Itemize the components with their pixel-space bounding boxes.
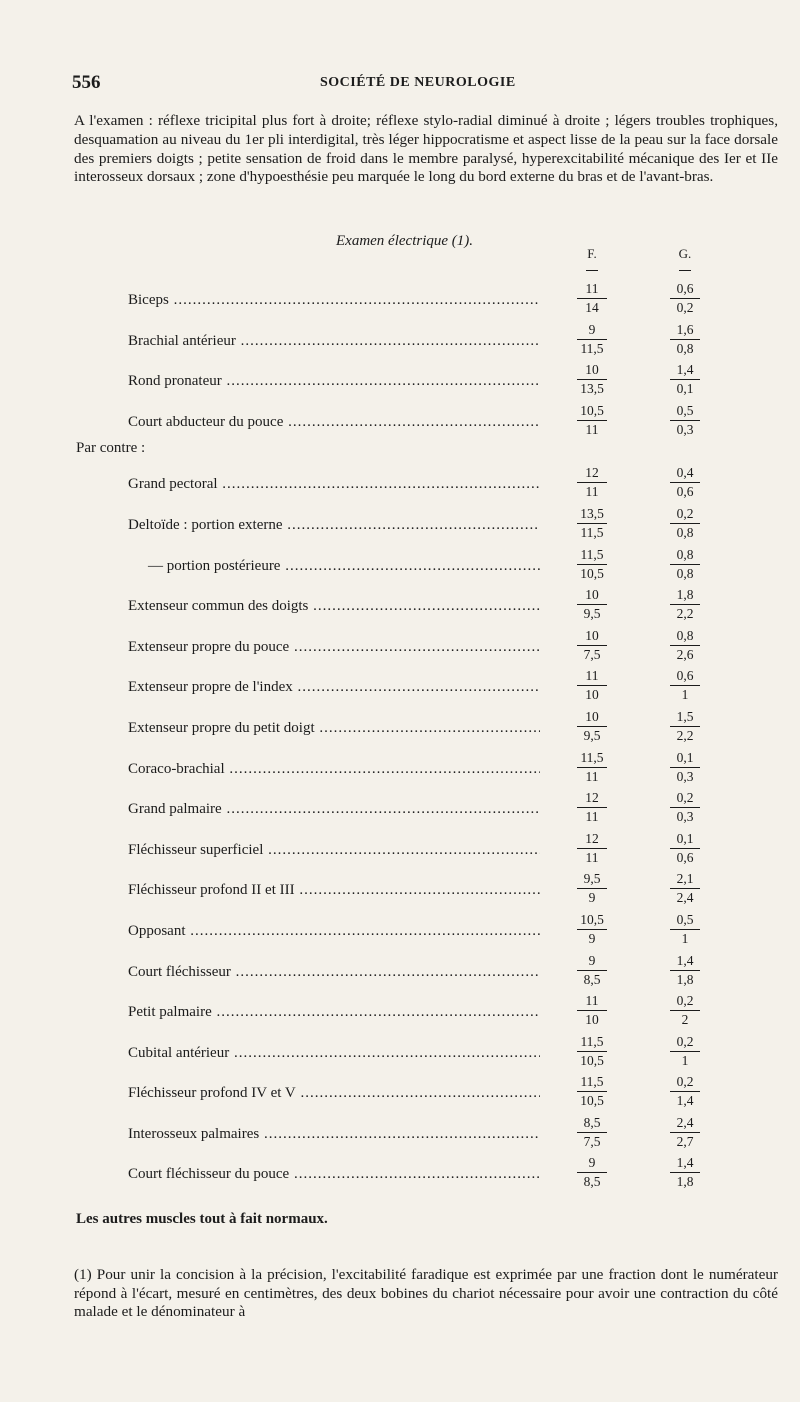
fraction-f — [567, 992, 617, 1029]
fraction-f-denominator: 11 — [577, 420, 607, 439]
muscle-label: Extenseur propre de l'index ..... — [128, 679, 540, 696]
muscle-label: Coraco-brachial ..... — [128, 761, 540, 778]
muscle-label: Court fléchisseur ..... — [128, 964, 540, 981]
muscle-row — [0, 359, 800, 400]
fraction-g — [660, 586, 710, 623]
fraction-f — [567, 1033, 617, 1070]
fraction-f-denominator: 10,5 — [577, 564, 607, 583]
fraction-g-denominator: 0,3 — [670, 807, 700, 826]
muscle-label: Fléchisseur superficiel ..... — [128, 842, 540, 859]
fraction-f-denominator: 11,5 — [577, 339, 607, 358]
fraction-f — [567, 1114, 617, 1151]
muscle-row — [0, 1152, 800, 1193]
fraction-g — [660, 505, 710, 542]
muscle-row — [0, 909, 800, 950]
fraction-g — [660, 464, 710, 501]
muscle-row — [0, 319, 800, 360]
fraction-f-numerator: 11,5 — [580, 1033, 604, 1049]
muscle-label: Deltoïde : portion externe ..... — [128, 517, 540, 534]
fraction-g-numerator: 1,4 — [676, 952, 694, 968]
fraction-f — [567, 830, 617, 867]
fraction-g — [660, 1114, 710, 1151]
fraction-f-numerator: 11 — [585, 993, 599, 1009]
fraction-f-numerator: 10 — [585, 587, 599, 603]
muscle-label: Biceps ..... — [128, 292, 540, 309]
muscle-row — [0, 400, 800, 441]
muscle-row — [0, 747, 800, 788]
fraction-f-numerator: 11,5 — [580, 546, 604, 562]
fraction-g-denominator: 0,8 — [670, 523, 700, 542]
fraction-f — [567, 546, 617, 583]
muscle-row — [0, 278, 800, 319]
par-contre-row — [0, 440, 800, 462]
muscle-label: Extenseur commun des doigts ..... — [128, 598, 540, 615]
muscle-label: Court abducteur du pouce ..... — [128, 414, 540, 431]
fraction-f-denominator: 11 — [577, 482, 607, 501]
fraction-g-numerator: 0,6 — [676, 281, 694, 296]
fraction-f-numerator: 9,5 — [583, 871, 601, 887]
fraction-f — [567, 402, 617, 439]
fraction-g-denominator: 1 — [670, 685, 700, 704]
muscle-row — [0, 868, 800, 909]
fraction-g — [660, 546, 710, 583]
fraction-f — [567, 361, 617, 398]
fraction-g — [660, 708, 710, 745]
muscle-label: Fléchisseur profond IV et V ..... — [128, 1085, 540, 1102]
fraction-g — [660, 830, 710, 867]
fraction-f-denominator: 11 — [577, 807, 607, 826]
fraction-f-numerator: 11 — [585, 668, 599, 684]
fraction-f-numerator: 9 — [588, 952, 596, 968]
fraction-f-denominator: 14 — [577, 298, 607, 317]
fraction-g-denominator: 2,4 — [670, 888, 700, 907]
fraction-f-denominator: 11,5 — [577, 523, 607, 542]
fraction-f-denominator: 13,5 — [577, 379, 607, 398]
fraction-g — [660, 321, 710, 358]
fraction-f-denominator: 10,5 — [577, 1091, 607, 1110]
fraction-f — [567, 464, 617, 501]
fraction-g-numerator: 1,6 — [676, 321, 694, 337]
fraction-f-numerator: 10 — [585, 627, 599, 643]
muscle-label: Opposant ..... — [128, 923, 540, 940]
muscle-row — [0, 706, 800, 747]
fraction-f-denominator: 9,5 — [577, 726, 607, 745]
fraction-f — [567, 280, 617, 317]
fraction-f-denominator: 9,5 — [577, 604, 607, 623]
fraction-f — [567, 749, 617, 786]
fraction-f-numerator: 9 — [588, 321, 596, 337]
fraction-g-denominator: 0,2 — [670, 298, 700, 317]
fraction-f — [567, 1154, 617, 1191]
fraction-f-numerator: 12 — [585, 465, 599, 481]
fraction-f-denominator: 11 — [577, 848, 607, 867]
fraction-f-numerator: 12 — [585, 830, 599, 846]
muscle-row — [0, 584, 800, 625]
fraction-f — [567, 586, 617, 623]
fraction-f-denominator: 10,5 — [577, 1051, 607, 1070]
fraction-g — [660, 1033, 710, 1070]
muscle-row — [0, 828, 800, 869]
exam-title: Examen électrique (1). — [336, 233, 474, 249]
fraction-f-denominator: 10 — [577, 685, 607, 704]
muscle-label: Brachial antérieur ..... — [128, 333, 540, 350]
muscle-label: Grand pectoral ..... — [128, 476, 540, 493]
fraction-g — [660, 992, 710, 1029]
fraction-f-denominator: 7,5 — [577, 1132, 607, 1151]
muscle-label: Interosseux palmaires ..... — [128, 1126, 540, 1143]
fraction-g-numerator: 0,8 — [676, 546, 694, 562]
fraction-g — [660, 952, 710, 989]
fraction-g-numerator: 0,2 — [676, 1074, 694, 1090]
fraction-f-denominator: 9 — [577, 929, 607, 948]
fraction-f-denominator: 10 — [577, 1010, 607, 1029]
muscle-row — [0, 950, 800, 991]
fraction-g-numerator: 0,2 — [676, 1033, 694, 1049]
fraction-f-numerator: 12 — [585, 790, 599, 806]
fraction-g-numerator: 0,6 — [676, 668, 694, 684]
muscle-row — [0, 462, 800, 503]
fraction-f — [567, 911, 617, 948]
fraction-f-numerator: 11 — [585, 281, 599, 296]
fraction-f — [567, 505, 617, 542]
muscle-row — [0, 990, 800, 1031]
par-contre-label: Par contre : — [76, 440, 146, 457]
fraction-g-denominator: 1,8 — [670, 1172, 700, 1191]
fraction-g — [660, 749, 710, 786]
muscle-label: Fléchisseur profond II et III ..... — [128, 882, 540, 899]
fraction-f-denominator: 8,5 — [577, 1172, 607, 1191]
muscle-row — [0, 1031, 800, 1072]
fraction-g-numerator: 1,5 — [676, 708, 694, 724]
fraction-g-numerator: 1,8 — [676, 587, 694, 603]
fraction-f — [567, 952, 617, 989]
fraction-g — [660, 402, 710, 439]
fraction-f-numerator: 9 — [588, 1155, 596, 1171]
fraction-f-denominator: 9 — [577, 888, 607, 907]
column-header-g: G. — [660, 246, 710, 271]
fraction-g-denominator: 0,8 — [670, 564, 700, 583]
fraction-g-numerator: 2,1 — [676, 871, 694, 887]
fraction-f-numerator: 11,5 — [580, 1074, 604, 1090]
fraction-g-denominator: 1,4 — [670, 1091, 700, 1110]
fraction-f — [567, 321, 617, 358]
fraction-g-numerator: 0,1 — [676, 830, 694, 846]
muscle-row — [0, 665, 800, 706]
fraction-g-denominator: 2,6 — [670, 645, 700, 664]
fraction-g — [660, 870, 710, 907]
fraction-g-denominator: 0,3 — [670, 767, 700, 786]
fraction-g-denominator: 1,8 — [670, 970, 700, 989]
muscle-label: Court fléchisseur du pouce ..... — [128, 1166, 540, 1183]
fraction-f — [567, 667, 617, 704]
fraction-g-numerator: 0,4 — [676, 465, 694, 481]
fraction-g-numerator: 0,2 — [676, 505, 694, 521]
fraction-f — [567, 708, 617, 745]
muscle-row — [0, 1112, 800, 1153]
muscle-row — [0, 1071, 800, 1112]
fraction-g — [660, 1073, 710, 1110]
fraction-g-numerator: 1,4 — [676, 362, 694, 378]
fraction-g-denominator: 0,6 — [670, 482, 700, 501]
fraction-g-denominator: 2 — [670, 1010, 700, 1029]
fraction-g — [660, 280, 710, 317]
muscle-label: Cubital antérieur ..... — [128, 1045, 540, 1062]
fraction-g-denominator: 0,1 — [670, 379, 700, 398]
fraction-f-denominator: 7,5 — [577, 645, 607, 664]
muscle-label: Extenseur propre du petit doigt ..... — [128, 720, 540, 737]
fraction-g-denominator: 0,6 — [670, 848, 700, 867]
muscle-label: Grand palmaire ..... — [128, 801, 540, 818]
fraction-g — [660, 627, 710, 664]
fraction-f-denominator: 8,5 — [577, 970, 607, 989]
fraction-g-numerator: 1,4 — [676, 1155, 694, 1171]
excitability-table — [0, 278, 800, 1193]
fraction-g — [660, 667, 710, 704]
fraction-f — [567, 870, 617, 907]
fraction-g — [660, 1154, 710, 1191]
muscle-label: Rond pronateur ..... — [128, 373, 540, 390]
muscle-label: — portion postérieure ..... — [128, 558, 540, 575]
muscle-row — [0, 503, 800, 544]
fraction-f-numerator: 10,5 — [580, 402, 604, 418]
fraction-g-denominator: 2,2 — [670, 726, 700, 745]
fraction-g — [660, 789, 710, 826]
fraction-f-numerator: 10 — [585, 708, 599, 724]
fraction-g-denominator: 0,3 — [670, 420, 700, 439]
fraction-g — [660, 911, 710, 948]
column-header-f: F. — [567, 246, 617, 271]
fraction-f-numerator: 10,5 — [580, 911, 604, 927]
fraction-g-numerator: 0,8 — [676, 627, 694, 643]
muscle-label: Extenseur propre du pouce ..... — [128, 639, 540, 656]
fraction-g-numerator: 0,5 — [676, 911, 694, 927]
running-title: SOCIÉTÉ DE NEUROLOGIE — [320, 75, 516, 90]
fraction-g-numerator: 0,2 — [676, 790, 694, 806]
fraction-g-denominator: 1 — [670, 929, 700, 948]
page-number: 556 — [72, 72, 101, 93]
fraction-g-denominator: 2,7 — [670, 1132, 700, 1151]
fraction-g — [660, 361, 710, 398]
closing-line: Les autres muscles tout à fait normaux. — [76, 1211, 328, 1227]
fraction-g-numerator: 0,5 — [676, 402, 694, 418]
fraction-g-numerator: 2,4 — [676, 1114, 694, 1130]
muscle-row — [0, 625, 800, 666]
footnote: (1) Pour unir la concision à la précision, l'excitabilité faradique est exprimée par une fraction dont le numérateur répond à l'écart, mesuré en centimètres, des deux bobines du chariot nécessaire pour avoir une contraction du côté malade et le dénominateur à — [74, 1266, 778, 1320]
intro-paragraph: A l'examen : réflexe tricipital plus fort à droite; réflexe stylo-radial diminué à droite ; légers troubles trophiques, desquamation au niveau du 1er pli interdigital, très léger hippocratisme et aspect lisse de la peau sur la face dorsale des premiers doigts ; petite sensation de froid dans le membre paralysé, hyperexcitabilité mécanique des Ier et IIe interosseux dorsaux ; zone d'hypoesthésie peu marquée le long du bord externe du bras et de l'avant-bras. — [74, 112, 778, 186]
fraction-g-numerator: 0,2 — [676, 993, 694, 1009]
fraction-g-denominator: 1 — [670, 1051, 700, 1070]
fraction-g-denominator: 2,2 — [670, 604, 700, 623]
fraction-f-numerator: 13,5 — [580, 505, 604, 521]
fraction-f — [567, 1073, 617, 1110]
muscle-row — [0, 544, 800, 585]
fraction-f-denominator: 11 — [577, 767, 607, 786]
fraction-f — [567, 789, 617, 826]
muscle-row — [0, 787, 800, 828]
fraction-g-denominator: 0,8 — [670, 339, 700, 358]
fraction-f — [567, 627, 617, 664]
muscle-label: Petit palmaire ..... — [128, 1004, 540, 1021]
fraction-f-numerator: 10 — [585, 362, 599, 378]
fraction-g-numerator: 0,1 — [676, 749, 694, 765]
fraction-f-numerator: 11,5 — [580, 749, 604, 765]
page-header — [72, 72, 772, 96]
fraction-f-numerator: 8,5 — [583, 1114, 601, 1130]
